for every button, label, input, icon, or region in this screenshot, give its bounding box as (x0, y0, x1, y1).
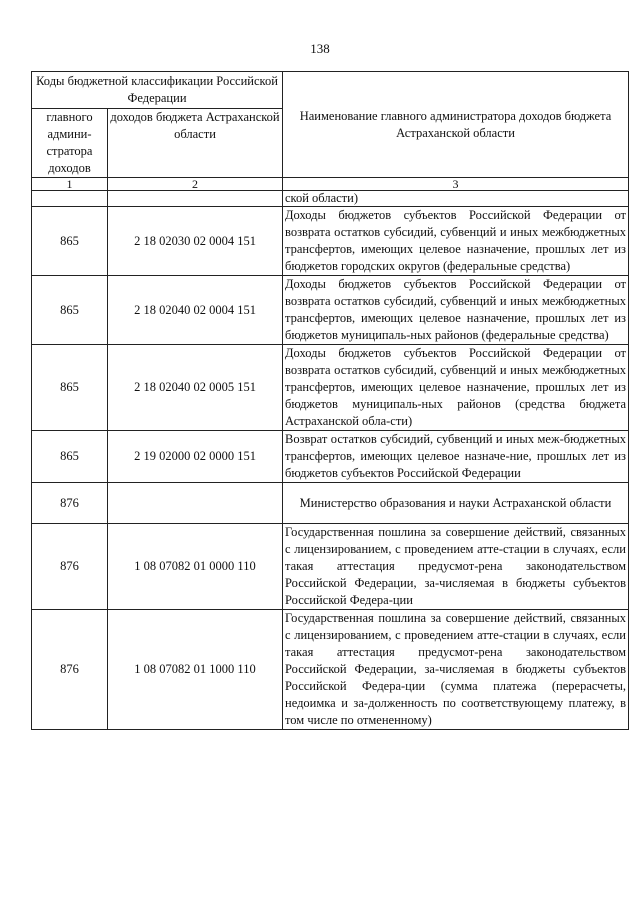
admin-code: 865 (32, 276, 108, 345)
income-name: Государственная пошлина за совершение действий, связанных с лицензированием, с проведением атте-стации в случаях, если такая аттестация предусмот-рена законодательством Российской Федерации, за-числяемая в бюджеты субъектов Российской Федера-ции (283, 524, 629, 610)
header-number-row (32, 178, 629, 191)
column-number-1: 1 (32, 178, 108, 191)
empty-cell (32, 191, 108, 207)
admin-code: 865 (32, 207, 108, 276)
income-name: Доходы бюджетов субъектов Российской Федерации от возврата остатков субсидий, субвенций и иных межбюджетных трансфертов, имеющих целевое назначение, прошлых лет из бюджетов муниципаль-ных районов (федеральные средства) (283, 276, 629, 345)
department-name: Министерство образования и науки Астраханской области (283, 483, 629, 524)
page-number: 138 (310, 41, 330, 56)
income-code: 2 18 02040 02 0004 151 (108, 276, 283, 345)
income-code: 2 18 02040 02 0005 151 (108, 345, 283, 431)
income-code: 1 08 07082 01 0000 110 (108, 524, 283, 610)
income-name: Государственная пошлина за совершение действий, связанных с лицензированием, с проведением атте-стации в случаях, если такая аттестация предусмот-рена законодательством Российской Федерации, за-числяемая в бюджеты субъектов Российской Федера-ции (сумма платежа (перерасчеты, недоимка и за-долженность по соответствующему платежу, в том числе по отмененному) (283, 610, 629, 730)
table-row (32, 345, 629, 431)
column-number-2: 2 (108, 178, 283, 191)
income-code: 2 19 02000 02 0000 151 (108, 431, 283, 483)
header-codes-group: Коды бюджетной классификации Российской Федерации (32, 72, 283, 109)
income-name: Доходы бюджетов субъектов Российской Федерации от возврата остатков субсидий, субвенций и иных межбюджетных трансфертов, имеющих целевое назначение, прошлых лет из бюджетов городских округов (федеральные средства) (283, 207, 629, 276)
income-name: Доходы бюджетов субъектов Российской Федерации от возврата остатков субсидий, субвенций и иных межбюджетных трансфертов, имеющих целевое назначение, прошлых лет из бюджетов муниципаль-ных районов (средства бюджета Астраханской обла-сти) (283, 345, 629, 431)
table-row (32, 610, 629, 730)
income-name: Возврат остатков субсидий, субвенций и иных меж-бюджетных трансфертов, имеющих целевое назначе-ние, прошлых лет из бюджетов субъектов Российской Федерации (283, 431, 629, 483)
table-row (32, 431, 629, 483)
admin-code: 865 (32, 431, 108, 483)
empty-cell (108, 483, 283, 524)
continuation-text: ской области) (283, 191, 629, 207)
income-code: 1 08 07082 01 1000 110 (108, 610, 283, 730)
budget-classification-table (31, 71, 629, 730)
income-code: 2 18 02030 02 0004 151 (108, 207, 283, 276)
department-row (32, 483, 629, 524)
table-row (32, 524, 629, 610)
admin-code: 876 (32, 483, 108, 524)
header-name-column: Наименование главного администратора доходов бюджета Астраханской области (283, 72, 629, 178)
admin-code: 876 (32, 610, 108, 730)
table-row (32, 207, 629, 276)
header-row-group (32, 72, 629, 109)
header-admin-column: главного админи-стратора доходов (32, 109, 108, 178)
header-income-column: доходов бюджета Астраханской области (108, 109, 283, 178)
admin-code: 876 (32, 524, 108, 610)
empty-cell (108, 191, 283, 207)
admin-code: 865 (32, 345, 108, 431)
table-row (32, 276, 629, 345)
column-number-3: 3 (283, 178, 629, 191)
table-row-continuation (32, 191, 629, 207)
